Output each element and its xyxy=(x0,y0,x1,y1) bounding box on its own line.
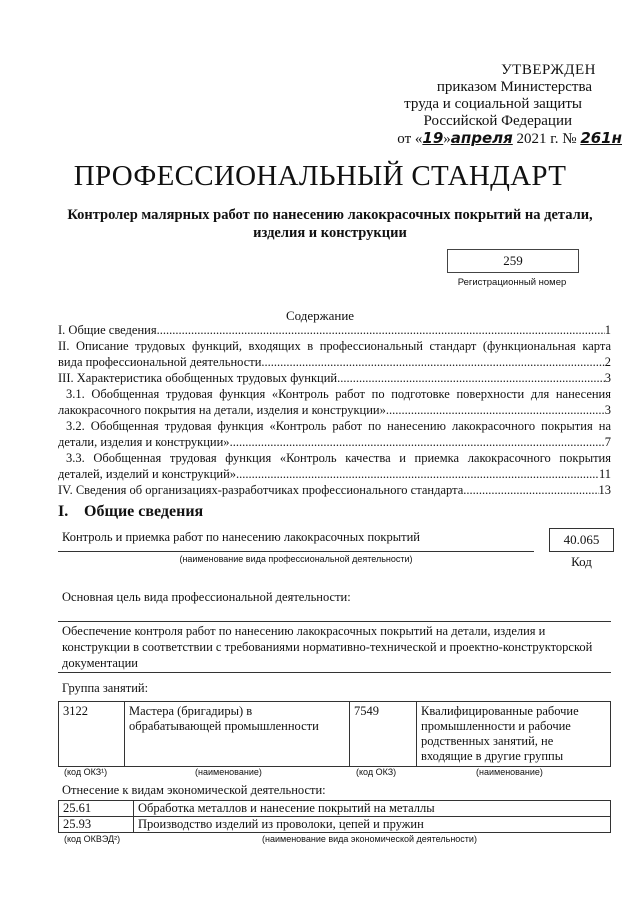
goal-label: Основная цель вида профессиональной деятельности: xyxy=(62,590,351,604)
okz-code: 3122 xyxy=(59,702,125,767)
table-row xyxy=(59,702,611,767)
okved-name-caption: (наименование вида экономической деятельности) xyxy=(262,834,477,844)
toc-item-cont[interactable]: лакокрасочного покрытия на детали, изделия и конструкции» ..... 3 xyxy=(58,402,611,418)
okz-name-caption: (наименование) xyxy=(195,767,262,777)
toc-item[interactable]: II. Описание трудовых функций, входящих в профессиональный стандарт (функциональная карта xyxy=(58,339,611,353)
table-row xyxy=(59,801,611,817)
toc-item[interactable]: IV. Сведения об организациях-разработчиках профессионального стандарта ..... 13 xyxy=(58,482,611,498)
section-heading: I. Общие сведения xyxy=(58,503,204,520)
code-label: Код xyxy=(571,554,592,569)
okz-code-caption-2: (код ОКЗ) xyxy=(356,767,397,777)
contents-heading: Содержание xyxy=(285,308,355,323)
handwritten-order-number: 261н xyxy=(580,129,622,147)
toc-item[interactable]: 3.3. Обобщенная трудовая функция «Контроль качества и приемка лакокрасочного покрытия xyxy=(66,451,611,465)
toc-item[interactable]: I. Общие сведения ..... 1 xyxy=(58,322,611,338)
okved-name: Производство изделий из проволоки, цепей и пружин xyxy=(134,817,611,833)
okved-name: Обработка металлов и нанесение покрытий на металлы xyxy=(134,801,611,817)
approval-block xyxy=(392,62,622,148)
activity-underline xyxy=(58,551,534,552)
toc-item[interactable]: III. Характеристика обобщенных трудовых функций ..... 3 xyxy=(58,370,611,386)
okved-code: 25.93 xyxy=(59,817,134,833)
handwritten-month: апреля xyxy=(450,129,513,147)
handwritten-day: 19 xyxy=(422,129,444,147)
okved-label: Отнесение к видам экономической деятельности: xyxy=(62,783,326,797)
goal-text: Обеспечение контроля работ по нанесению лакокрасочных покрытий на детали, изделия и конструкции в соответствии с требованиями нормативно-технической и проектно-конструкторской документации xyxy=(62,624,593,670)
okz-name-caption-2: (наименование) xyxy=(476,767,543,777)
okz-name: Мастера (бригадиры) в обрабатывающей промышленности xyxy=(125,702,350,767)
okved-code-caption: (код ОКВЭД²) xyxy=(64,834,121,844)
occupation-group-table xyxy=(58,701,611,767)
okz-code-2: 7549 xyxy=(350,702,417,767)
toc-item[interactable]: 3.1. Обобщенная трудовая функция «Контроль работ по подготовке поверхности для нанесения xyxy=(66,387,611,401)
group-label: Группа занятий: xyxy=(62,681,149,695)
activity-code-box: 40.065 xyxy=(549,528,614,552)
registration-number-box: 259 xyxy=(447,249,579,273)
okved-table xyxy=(58,800,611,833)
activity-caption: (наименование вида профессиональной деятельности) xyxy=(179,554,413,564)
approval-date: от «19»апреля 2021 г. № 261н xyxy=(397,129,622,147)
toc-item-cont[interactable]: деталей, изделий и конструкций» ..... 11 xyxy=(58,466,611,482)
approval-heading: УТВЕРЖДЕН xyxy=(501,62,596,78)
toc-item-cont[interactable]: детали, изделия и конструкции» ..... 7 xyxy=(58,434,611,450)
approval-line-ministry: приказом Министерства xyxy=(436,79,592,95)
okz-name-2: Квалифицированные рабочие промышленности и рабочие родственных занятий, не входящие в другие группы xyxy=(417,702,611,767)
table-row xyxy=(59,817,611,833)
okved-code: 25.61 xyxy=(59,801,134,817)
activity-name: Контроль и приемка работ по нанесению лакокрасочных покрытий xyxy=(62,530,420,544)
toc-item[interactable]: 3.2. Обобщенная трудовая функция «Контроль работ по нанесению лакокрасочного покрытия на xyxy=(66,419,611,433)
okz-code-caption: (код ОКЗ¹) xyxy=(64,767,108,777)
document-title: ПРОФЕССИОНАЛЬНЫЙ СТАНДАРТ xyxy=(73,160,567,192)
toc-item-cont[interactable]: вида профессиональной деятельности ..... 2 xyxy=(58,354,611,370)
approval-line-federation: Российской Федерации xyxy=(423,113,572,129)
approval-line-labor: труда и социальной защиты xyxy=(404,96,582,112)
registration-caption: Регистрационный номер xyxy=(457,277,567,288)
document-subtitle: Контролер малярных работ по нанесению лакокрасочных покрытий на детали, изделия и конструкции xyxy=(67,207,593,241)
